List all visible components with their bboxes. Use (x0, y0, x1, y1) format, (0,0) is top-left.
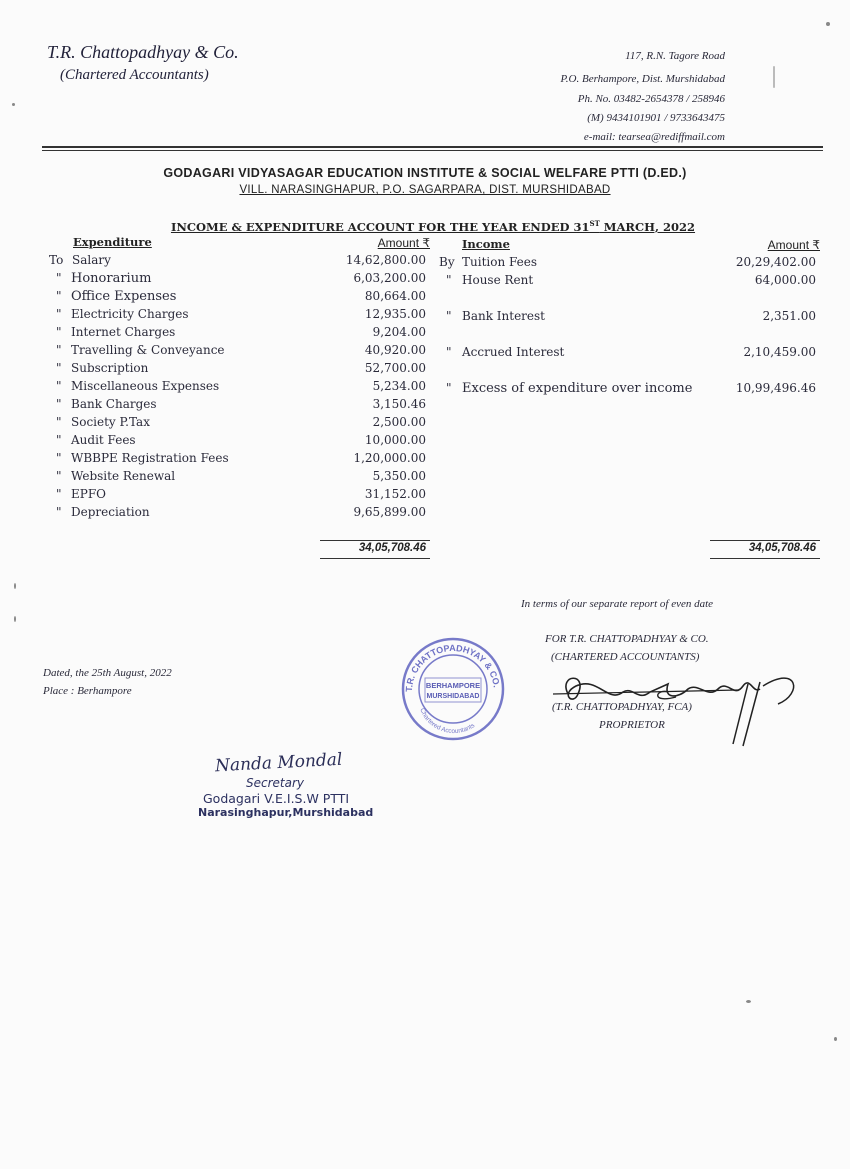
institute-name: GODAGARI VIDYASAGAR EDUCATION INSTITUTE & SOCIAL WELFARE PTTI (D.ED.) (163, 166, 687, 180)
exp-row-prefix: " (56, 505, 62, 519)
inc-row-label: Accrued Interest (462, 345, 565, 359)
exp-row-prefix: " (56, 343, 62, 357)
exp-row-label: Website Renewal (71, 469, 176, 483)
exp-row-label: Bank Charges (71, 397, 157, 411)
inc-row-amount: 64,000.00 (754, 273, 816, 287)
signer-name: (T.R. CHATTOPADHYAY, FCA) (552, 701, 692, 713)
exp-row-amount: 52,700.00 (364, 361, 426, 375)
account-title-sup: ST (589, 219, 600, 228)
exp-row-prefix: " (56, 379, 62, 393)
letterhead-rule (42, 150, 823, 151)
exp-row-prefix: " (56, 325, 62, 339)
scan-speck (12, 103, 15, 106)
auditor-signature (538, 664, 808, 754)
income-total: 34,05,708.46 (748, 542, 816, 554)
exp-total-underline (320, 558, 430, 559)
exp-row-prefix: " (56, 469, 62, 483)
exp-row-prefix: " (56, 487, 62, 501)
scan-speck (14, 583, 16, 589)
inc-total-rule (710, 540, 820, 541)
exp-row-amount: 2,500.00 (372, 415, 426, 429)
exp-row-prefix: " (56, 451, 62, 465)
exp-row-prefix: To (49, 253, 64, 267)
report-note: In terms of our separate report of even date (521, 598, 714, 610)
exp-row-prefix: " (56, 415, 62, 429)
letterhead-rule (42, 146, 823, 148)
seal-center-line2: MURSHIDABAD (426, 693, 480, 700)
scan-speck (834, 1037, 837, 1041)
exp-row-label: Society P.Tax (71, 415, 150, 429)
firm-name: T.R. Chattopadhyay & Co. (47, 42, 239, 62)
inc-total-underline (710, 558, 820, 559)
scan-speck (14, 616, 16, 622)
exp-row-label: Audit Fees (71, 433, 136, 447)
exp-row-amount: 80,664.00 (364, 289, 426, 303)
secretary-place: Narasinghapur,Murshidabad (198, 806, 374, 819)
exp-row-amount: 1,20,000.00 (353, 451, 426, 465)
exp-row-label: Office Expenses (71, 289, 177, 304)
signer-role: PROPRIETOR (599, 719, 665, 731)
exp-row-amount: 12,935.00 (364, 307, 426, 321)
exp-row-label: Salary (72, 253, 111, 267)
inc-row-prefix: " (446, 345, 452, 359)
firm-seal (398, 634, 508, 744)
scan-speck (826, 22, 830, 26)
inc-row-amount: 2,351.00 (762, 309, 816, 323)
for-firm-subtitle: (CHARTERED ACCOUNTANTS) (551, 651, 700, 663)
exp-row-amount: 3,150.46 (372, 397, 426, 411)
inc-row-label: Bank Interest (462, 309, 545, 323)
scan-speck (773, 66, 775, 88)
inc-row-prefix: By (439, 255, 455, 269)
secretary-signature: Nanda Mondal (214, 749, 343, 777)
inc-row-prefix: " (446, 273, 452, 287)
secretary-title: Secretary (246, 776, 305, 790)
exp-row-label: EPFO (71, 487, 106, 501)
income-header: Income (462, 237, 510, 251)
firm-subtitle: (Chartered Accountants) (60, 67, 209, 83)
exp-row-prefix: " (56, 361, 62, 375)
scan-speck (746, 1000, 751, 1003)
secretary-org: Godagari V.E.I.S.W PTTI (203, 791, 350, 806)
exp-row-label: Honorarium (71, 271, 152, 286)
exp-row-label: Depreciation (71, 505, 150, 519)
exp-row-prefix: " (56, 271, 62, 285)
exp-row-label: Miscellaneous Expenses (71, 379, 220, 393)
inc-row-label: Excess of expenditure over income (462, 381, 693, 396)
firm-phone: Ph. No. 03482-2654378 / 258946 (577, 93, 725, 105)
inc-row-prefix: " (446, 381, 452, 395)
inc-row-amount: 20,29,402.00 (735, 255, 816, 269)
place-line: Place : Berhampore (43, 685, 132, 697)
expenditure-total: 34,05,708.46 (358, 542, 426, 554)
exp-row-prefix: " (56, 289, 62, 303)
exp-row-amount: 31,152.00 (364, 487, 426, 501)
exp-row-amount: 6,03,200.00 (353, 271, 426, 285)
exp-row-amount: 5,234.00 (372, 379, 426, 393)
exp-amount-header: Amount ₹ (377, 236, 430, 250)
inc-row-prefix: " (446, 309, 452, 323)
exp-row-label: Electricity Charges (71, 307, 189, 321)
firm-email: e-mail: tearsea@rediffmail.com (583, 131, 725, 143)
exp-row-prefix: " (56, 307, 62, 321)
exp-row-amount: 9,204.00 (372, 325, 426, 339)
exp-row-label: Subscription (71, 361, 149, 375)
account-title-main: INCOME & EXPENDITURE ACCOUNT FOR THE YEAR ENDED 31 (170, 219, 590, 234)
inc-row-label: House Rent (462, 273, 534, 287)
firm-mobile: (M) 9434101901 / 9733643475 (587, 112, 725, 124)
exp-row-prefix: " (56, 397, 62, 411)
expenditure-header: Expenditure (73, 235, 152, 249)
exp-row-prefix: " (56, 433, 62, 447)
inc-row-label: Tuition Fees (462, 255, 538, 269)
for-firm-line: FOR T.R. CHATTOPADHYAY & CO. (545, 633, 709, 645)
inc-row-amount: 10,99,496.46 (735, 381, 816, 395)
exp-row-label: Travelling & Conveyance (71, 343, 225, 357)
exp-row-amount: 10,000.00 (364, 433, 426, 447)
exp-row-label: WBBPE Registration Fees (71, 451, 229, 465)
seal-ring-text: T.R. CHATTOPADHYAY & CO. (403, 642, 502, 693)
exp-row-amount: 9,65,899.00 (353, 505, 426, 519)
exp-row-amount: 14,62,800.00 (345, 253, 426, 267)
account-title-end: MARCH, 2022 (599, 219, 696, 234)
inc-row-amount: 2,10,459.00 (743, 345, 816, 359)
firm-address-line: 117, R.N. Tagore Road (625, 50, 725, 62)
seal-center-line1: BERHAMPORE (425, 681, 481, 690)
exp-row-amount: 5,350.00 (372, 469, 426, 483)
firm-address-line: P.O. Berhampore, Dist. Murshidabad (560, 73, 725, 85)
inc-amount-header: Amount ₹ (767, 238, 820, 252)
dated-line: Dated, the 25th August, 2022 (43, 667, 172, 679)
seal-ring-bottom: Chartered Accountants (418, 707, 477, 736)
exp-total-rule (320, 540, 430, 541)
institute-address: VILL. NARASINGHAPUR, P.O. SAGARPARA, DIST. MURSHIDABAD (239, 184, 611, 196)
exp-row-amount: 40,920.00 (364, 343, 426, 357)
exp-row-label: Internet Charges (71, 325, 176, 339)
account-title (0, 219, 850, 234)
